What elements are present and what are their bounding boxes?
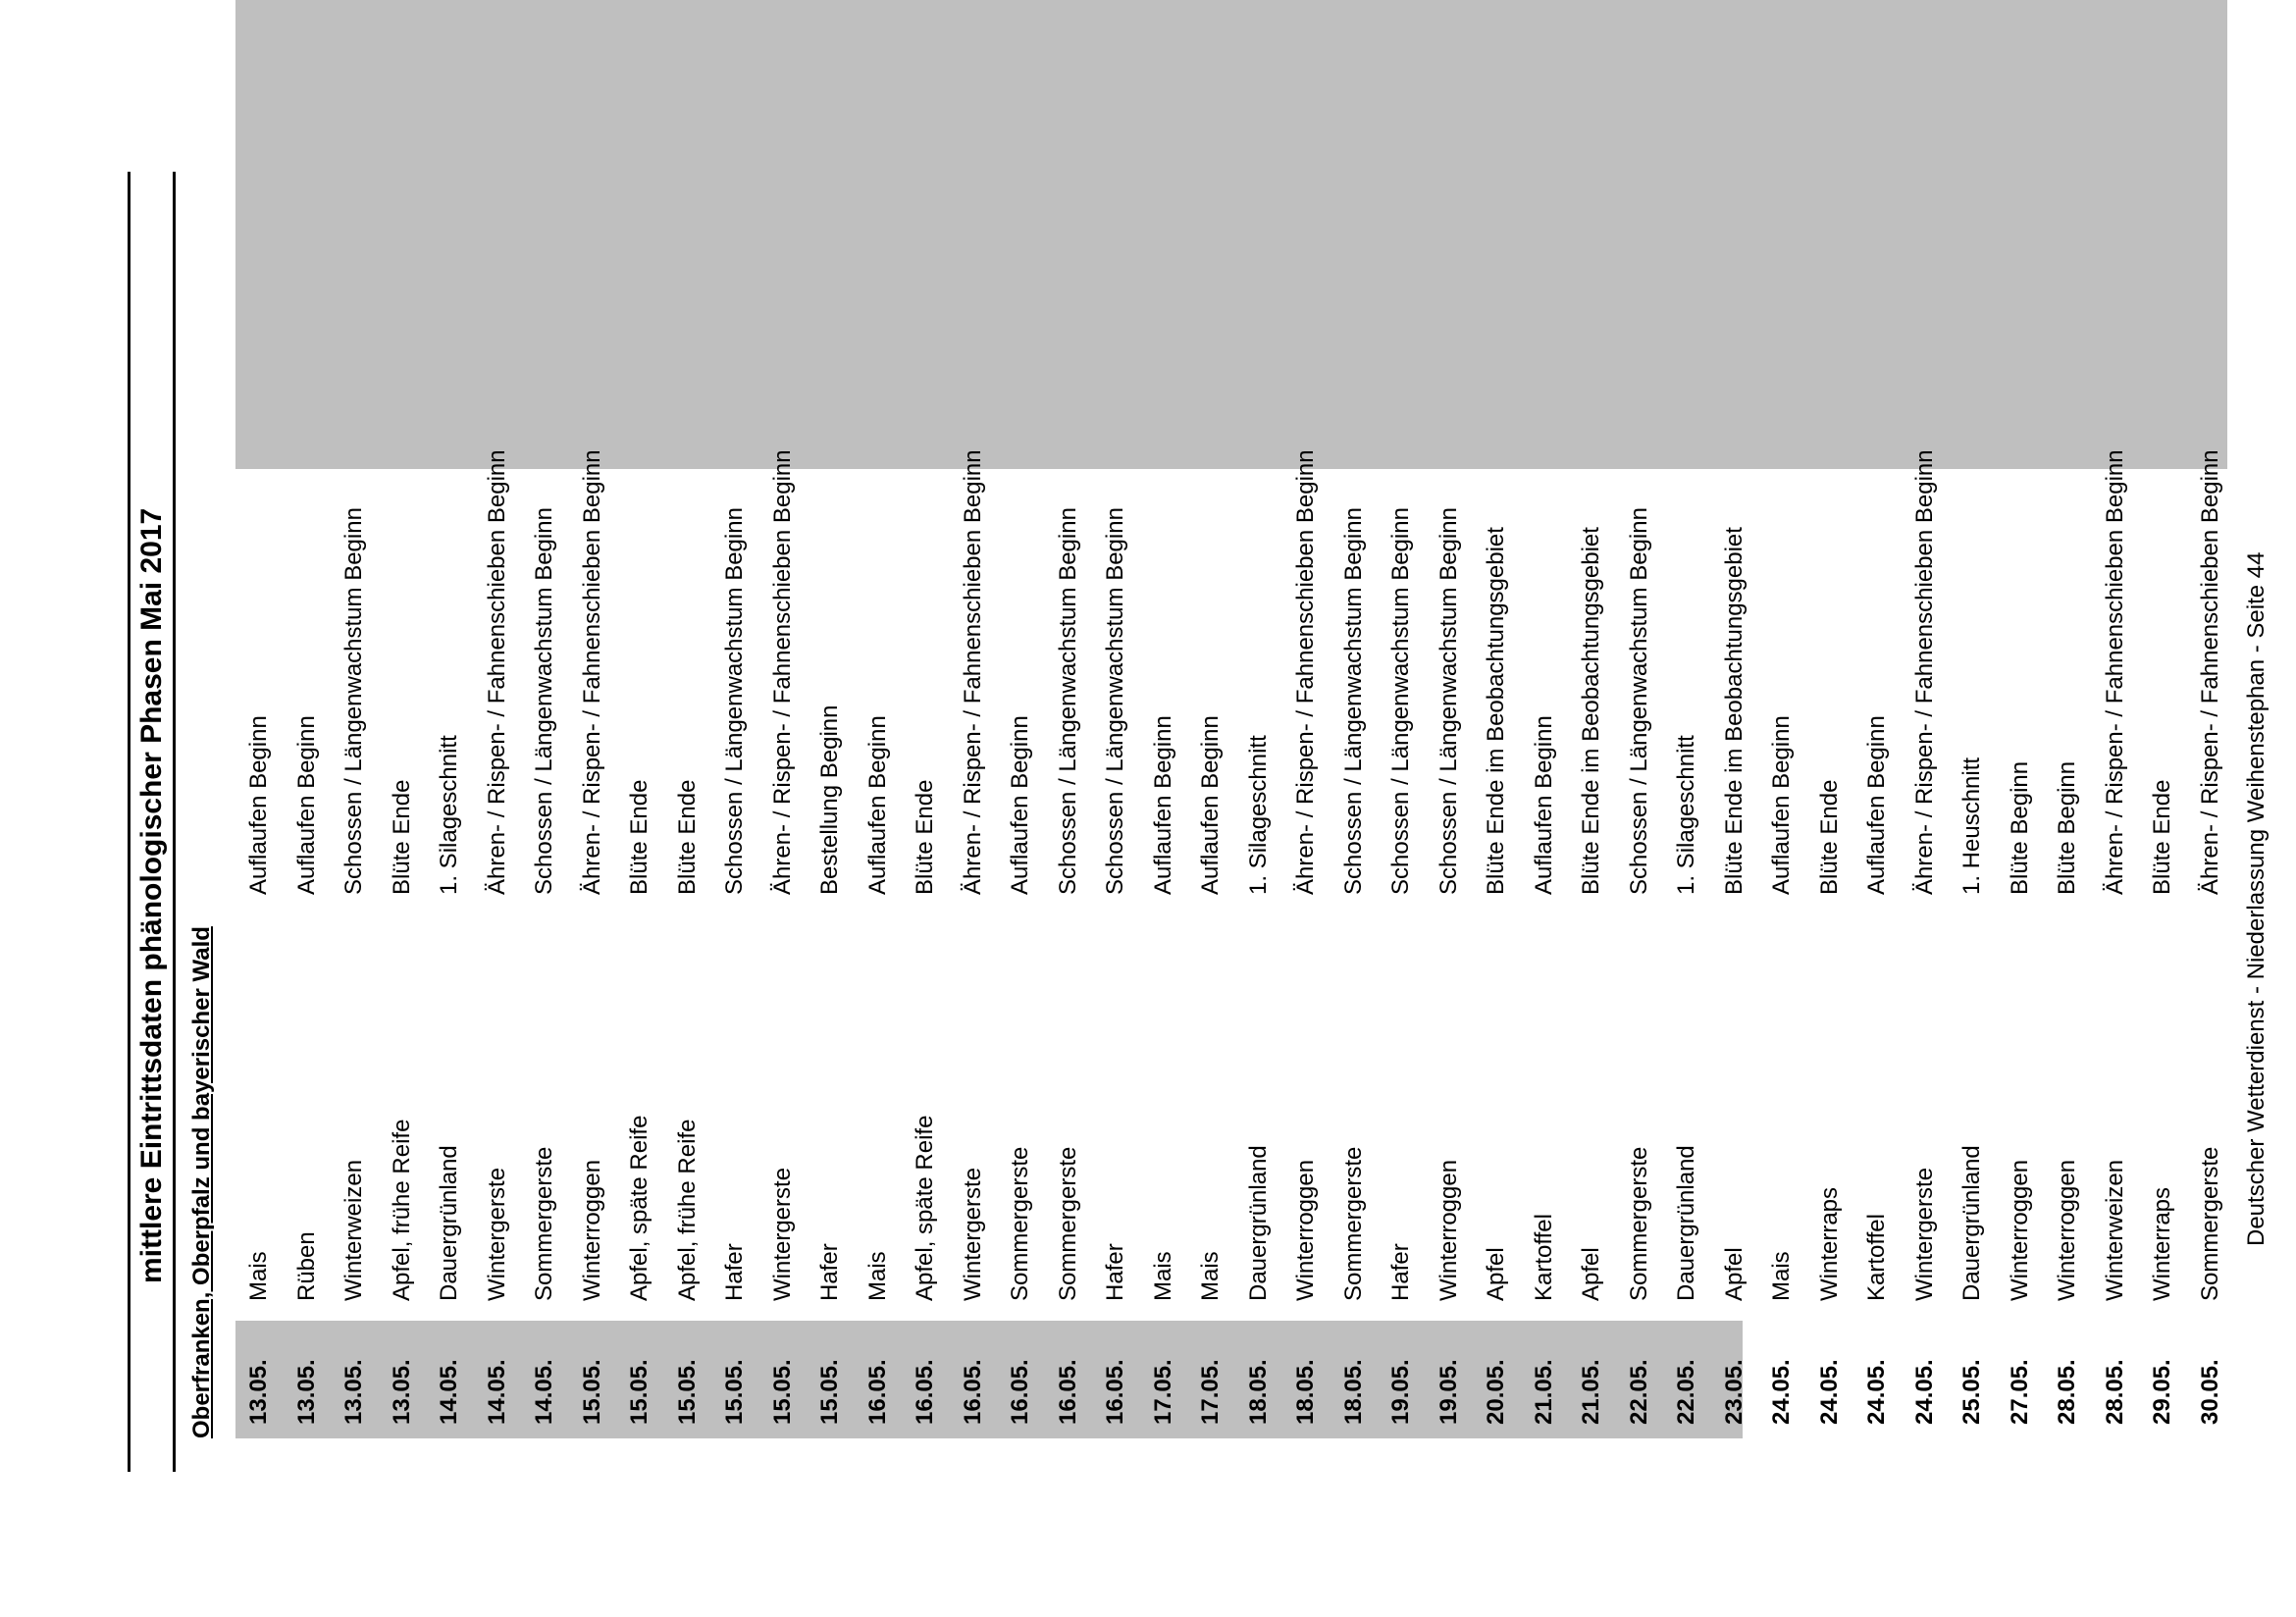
table-row [1473,0,1521,1438]
table-row [711,0,759,1438]
row-date: 16.05. [1007,1359,1034,1425]
row-phase: Ähren- / Rispen- / Fahnenschieben Beginn [1910,449,1938,895]
table-row [1853,0,1902,1438]
table-row [664,0,712,1438]
row-date: 28.05. [2054,1359,2081,1425]
row-date: 17.05. [1149,1359,1176,1425]
table-row [1378,0,1426,1438]
row-plant: Hafer [816,1243,844,1301]
row-plant: Apfel, frühe Reife [388,1119,415,1301]
row-plant: Dauergrünland [1673,1145,1700,1301]
row-plant: Sommergerste [2196,1146,2223,1301]
row-plant: Sommergerste [1339,1146,1367,1301]
row-plant: Dauergrünland [436,1145,463,1301]
row-phase: Ähren- / Rispen- / Fahnenschieben Beginn [1292,449,1320,895]
table-row [997,0,1045,1438]
row-plant: Hafer [1387,1243,1415,1301]
row-phase: Blüte Ende [388,779,415,895]
row-phase: Auflaufen Beginn [1863,715,1891,895]
row-date: 16.05. [912,1359,939,1425]
row-phase: Blüte Beginn [2006,760,2033,895]
table-row [1568,0,1616,1438]
table-row [1758,0,1806,1438]
table-row [1663,0,1711,1438]
row-phase: Ähren- / Rispen- / Fahnenschieben Beginn [483,449,510,895]
row-phase: 1. Silageschnitt [1673,735,1700,895]
row-date: 17.05. [1197,1359,1225,1425]
row-plant: Sommergerste [1054,1146,1081,1301]
row-phase: Blüte Ende [1815,779,1843,895]
region-heading: Oberfranken, Oberpfalz und bayerischer Wald [188,926,215,1438]
row-plant: Hafer [1102,1243,1129,1301]
page-title: mittlere Eintrittsdaten phänologischer Phasen Mai 2017 [135,507,168,1283]
row-phase: Auflaufen Beginn [863,715,891,895]
row-phase: Blüte Ende im Beobachtungsgebiet [1720,527,1748,895]
table-row [1426,0,1474,1438]
row-date: 24.05. [1910,1359,1938,1425]
row-phase: Schossen / Längenwachstum Beginn [1102,507,1129,895]
table-row [2139,0,2187,1438]
table-row [1521,0,1569,1438]
row-date: 29.05. [2149,1359,2176,1425]
row-date: 21.05. [1530,1359,1557,1425]
row-plant: Winterraps [2149,1186,2176,1301]
table-row [1711,0,1759,1438]
row-date: 22.05. [1625,1359,1652,1425]
table-row [235,0,284,1438]
row-date: 14.05. [483,1359,510,1425]
row-phase: Auflaufen Beginn [1007,715,1034,895]
row-phase: 1. Silageschnitt [1244,735,1272,895]
table-row [1949,0,1997,1438]
row-plant: Apfel [1578,1247,1605,1301]
row-plant: Winterroggen [578,1159,605,1301]
table-row [521,0,569,1438]
row-plant: Sommergerste [1007,1146,1034,1301]
row-plant: Mais [1768,1251,1796,1301]
row-phase: Schossen / Längenwachstum Beginn [721,507,749,895]
row-plant: Apfel [1483,1247,1510,1301]
row-date: 24.05. [1863,1359,1891,1425]
row-phase: Blüte Ende [673,779,701,895]
row-plant: Apfel, frühe Reife [673,1119,701,1301]
table-row [2044,0,2092,1438]
row-date: 21.05. [1578,1359,1605,1425]
row-phase: Schossen / Längenwachstum Beginn [340,507,368,895]
row-phase: Bestellung Beginn [816,704,844,895]
table-row [1235,0,1283,1438]
row-date: 14.05. [436,1359,463,1425]
row-plant: Winterroggen [1435,1159,1462,1301]
row-plant: Kartoffel [1863,1214,1891,1301]
row-date: 13.05. [245,1359,273,1425]
table-row [855,0,903,1438]
row-date: 23.05. [1720,1359,1748,1425]
title-bottom-rule [173,172,176,1472]
row-plant: Dauergrünland [1958,1145,1986,1301]
row-date: 16.05. [959,1359,986,1425]
row-plant: Apfel [1720,1247,1748,1301]
row-phase: Schossen / Längenwachstum Beginn [1339,507,1367,895]
row-plant: Rüben [292,1231,320,1301]
table-row [474,0,522,1438]
row-plant: Winterroggen [1292,1159,1320,1301]
table-row [1331,0,1379,1438]
table-row [807,0,855,1438]
row-plant: Mais [245,1251,273,1301]
row-date: 20.05. [1483,1359,1510,1425]
row-plant: Mais [1149,1251,1176,1301]
row-date: 30.05. [2196,1359,2223,1425]
row-plant: Winterweizen [2101,1159,2128,1301]
table-row [616,0,664,1438]
row-date: 18.05. [1244,1359,1272,1425]
table-row [426,0,474,1438]
row-date: 16.05. [1054,1359,1081,1425]
row-phase: Schossen / Längenwachstum Beginn [1435,507,1462,895]
row-plant: Hafer [721,1243,749,1301]
table-row [1902,0,1950,1438]
table-row [902,0,950,1438]
row-date: 15.05. [673,1359,701,1425]
row-plant: Wintergerste [959,1167,986,1301]
row-date: 24.05. [1815,1359,1843,1425]
row-phase: Auflaufen Beginn [1768,715,1796,895]
phenology-table [235,0,2234,1438]
row-plant: Apfel, späte Reife [912,1115,939,1301]
row-phase: Ähren- / Rispen- / Fahnenschieben Beginn [768,449,796,895]
row-phase: Schossen / Längenwachstum Beginn [531,507,558,895]
row-phase: Auflaufen Beginn [245,715,273,895]
row-phase: Ähren- / Rispen- / Fahnenschieben Beginn [959,449,986,895]
row-phase: Auflaufen Beginn [1149,715,1176,895]
row-plant: Winterweizen [340,1159,368,1301]
row-date: 16.05. [1102,1359,1129,1425]
row-phase: Ähren- / Rispen- / Fahnenschieben Beginn [2101,449,2128,895]
row-date: 13.05. [340,1359,368,1425]
table-row [1092,0,1140,1438]
table-row [331,0,379,1438]
table-row [1806,0,1854,1438]
table-row [1997,0,2045,1438]
row-plant: Winterroggen [2054,1159,2081,1301]
row-plant: Wintergerste [483,1167,510,1301]
row-date: 15.05. [578,1359,605,1425]
row-phase: Blüte Ende [912,779,939,895]
row-date: 24.05. [1768,1359,1796,1425]
row-phase: Auflaufen Beginn [292,715,320,895]
table-row [950,0,998,1438]
row-phase: Auflaufen Beginn [1197,715,1225,895]
row-date: 18.05. [1339,1359,1367,1425]
row-phase: Schossen / Längenwachstum Beginn [1625,507,1652,895]
row-phase: Blüte Beginn [2054,760,2081,895]
table-row [2092,0,2140,1438]
row-phase: 1. Silageschnitt [436,735,463,895]
table-row [379,0,427,1438]
row-phase: Schossen / Längenwachstum Beginn [1387,507,1415,895]
row-plant: Sommergerste [1625,1146,1652,1301]
row-date: 13.05. [292,1359,320,1425]
row-plant: Kartoffel [1530,1214,1557,1301]
row-date: 19.05. [1435,1359,1462,1425]
row-plant: Mais [863,1251,891,1301]
row-date: 28.05. [2101,1359,2128,1425]
row-phase: Auflaufen Beginn [1530,715,1557,895]
table-row [759,0,808,1438]
row-date: 22.05. [1673,1359,1700,1425]
row-plant: Sommergerste [531,1146,558,1301]
row-date: 15.05. [816,1359,844,1425]
row-date: 27.05. [2006,1359,2033,1425]
row-date: 18.05. [1292,1359,1320,1425]
table-row [1282,0,1331,1438]
row-phase: Blüte Ende [626,779,653,895]
table-row [284,0,332,1438]
table-row [1045,0,1093,1438]
row-phase: Blüte Ende [2149,779,2176,895]
page-footer: Deutscher Wetterdienst - Niederlassung Weihenstephan - Seite 44 [2243,551,2270,1246]
row-phase: Schossen / Längenwachstum Beginn [1054,507,1081,895]
table-row [1140,0,1188,1438]
row-phase: Ähren- / Rispen- / Fahnenschieben Beginn [578,449,605,895]
row-phase: Blüte Ende im Beobachtungsgebiet [1483,527,1510,895]
table-row [1187,0,1235,1438]
row-phase: Ähren- / Rispen- / Fahnenschieben Beginn [2196,449,2223,895]
table-row [569,0,617,1438]
row-plant: Wintergerste [1910,1167,1938,1301]
row-plant: Apfel, späte Reife [626,1115,653,1301]
row-phase: Blüte Ende im Beobachtungsgebiet [1578,527,1605,895]
row-date: 15.05. [626,1359,653,1425]
row-date: 19.05. [1387,1359,1415,1425]
row-date: 25.05. [1958,1359,1986,1425]
row-date: 13.05. [388,1359,415,1425]
row-date: 15.05. [721,1359,749,1425]
row-plant: Dauergrünland [1244,1145,1272,1301]
row-date: 16.05. [863,1359,891,1425]
row-phase: 1. Heuschnitt [1958,756,1986,895]
row-plant: Mais [1197,1251,1225,1301]
row-date: 14.05. [531,1359,558,1425]
row-plant: Winterraps [1815,1186,1843,1301]
table-row [2187,0,2235,1438]
row-date: 15.05. [768,1359,796,1425]
row-plant: Wintergerste [768,1167,796,1301]
row-plant: Winterroggen [2006,1159,2033,1301]
table-row [1616,0,1664,1438]
